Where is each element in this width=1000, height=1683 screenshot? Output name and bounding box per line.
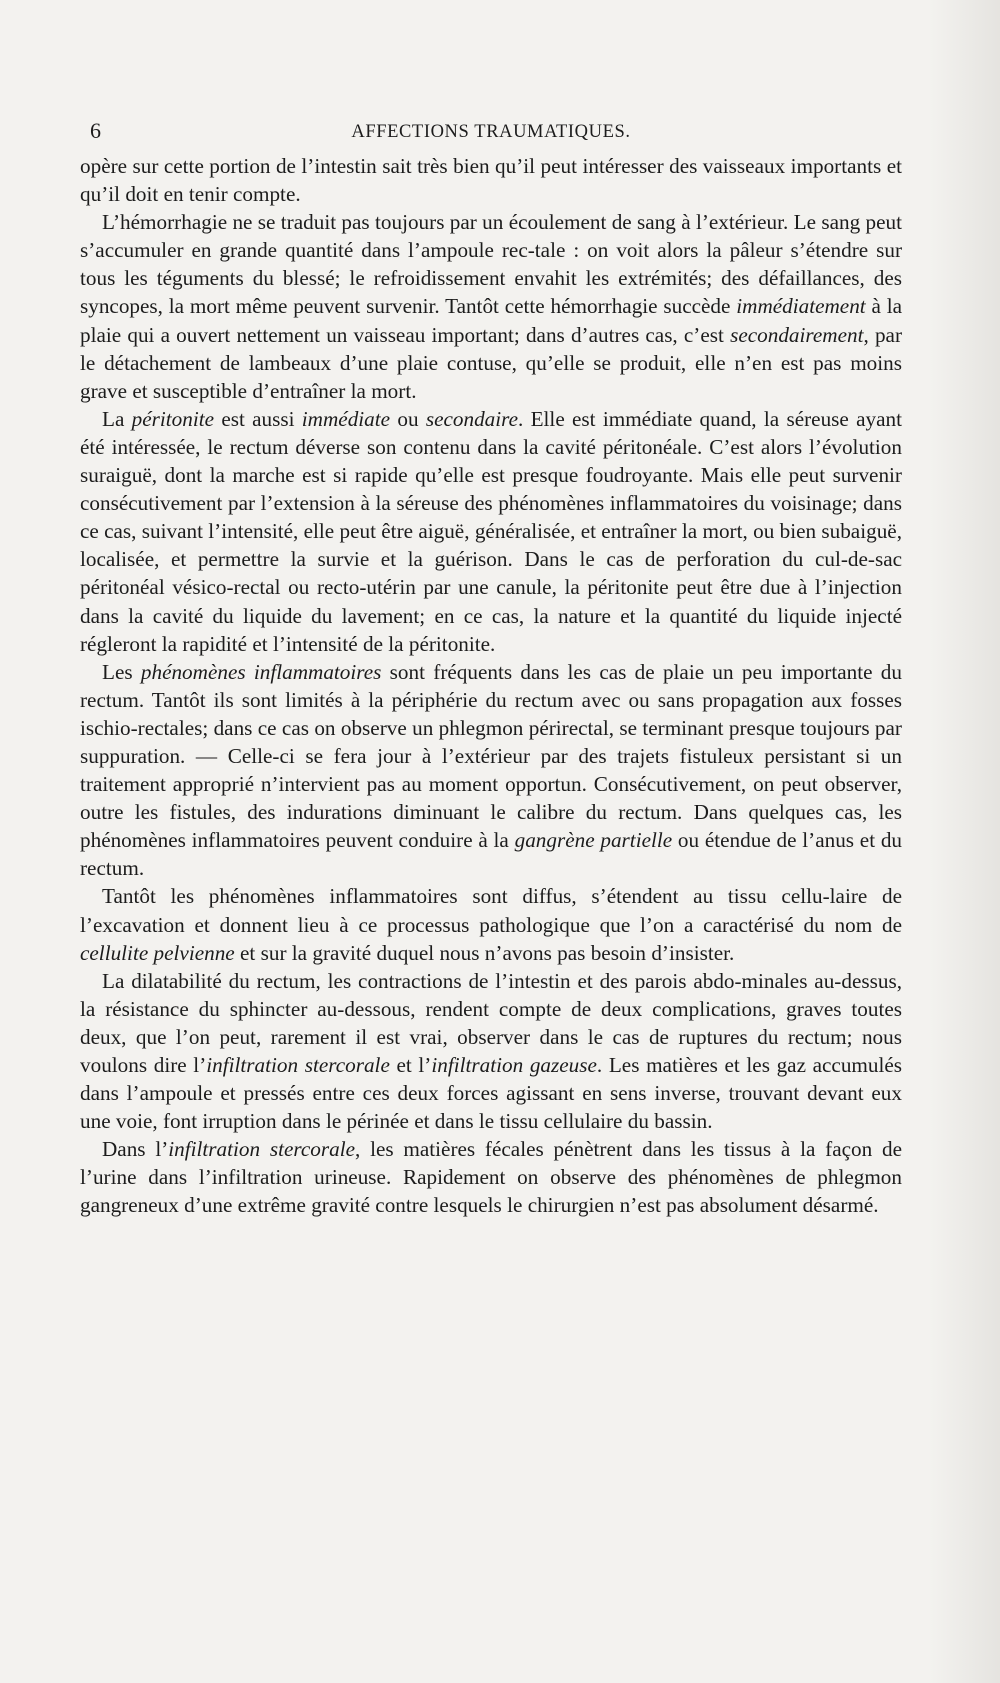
text-run: ou [390,406,426,431]
italic-term: immédiatement [736,294,866,319]
text-run: , les matières fécales pénètrent dans les tissus à la façon de l’urine dans l’infiltration urineuse. Rapidement on observe des phénomènes de phlegmon gangreneux d’une extrême gravité contre lesquels le chirurgien n’est pas absolument désarmé. [80,1137,902,1218]
page-header [80,118,902,148]
text-run: . Les matières et les gaz accumulés dans l’ampoule et pressés entre ces deux forces agissant en sens inverse, trouvant devant eux une voie, font irruption dans le périnée et dans le tissu cellulaire du bassin. [80,1053,903,1134]
page-number: 6 [90,118,101,143]
italic-term: phénomènes inflammatoires [140,659,382,684]
italic-term: immédiate [301,406,391,431]
paragraph [80,658,902,883]
text-run: Les [102,659,141,684]
paragraph [80,152,902,208]
italic-term: secondairement [730,322,864,347]
italic-term: infiltration stercorale [168,1137,355,1162]
text-run: est aussi [214,406,302,431]
running-title: AFFECTIONS TRAUMATIQUES. [351,122,631,142]
text-run: et sur la gravité duquel nous n’avons pas besoin d’insister. [234,940,735,965]
text-run: . Elle est immédiate quand, la séreuse ayant été intéressée, le rectum déverse son contenu dans la cavité péritonéale. C’est alors l’évolution suraiguë, dont la marche est si rapide qu’elle est presque foudroyante. Mais elle peut survenir consécutivement par l’extension à la séreuse des phénomènes inflammatoires du voisinage; dans ce cas, suivant l’intensité, elle peut être aiguë, généralisée, et entraîner la mort, ou bien subaiguë, localisée, et permettre la survie et la guérison. Dans le cas de perforation du cul-de-sac péritonéal vésico-rectal ou recto-utérin par une canule, la péritonite peut être due à l’injection dans la cavité du liquide du lavement; en ce cas, la nature et la quantité du liquide injecté régleront la rapidité et l’intensité de la péritonite. [80,406,902,656]
paragraph [80,208,902,405]
text-run: et l’ [389,1053,432,1077]
italic-term: secondaire [425,406,519,431]
paragraph [80,882,902,966]
paragraph [80,967,902,1136]
text-run: ou étendue de l’anus et du rectum. [80,828,903,881]
text-run: L’hémorrhagie ne se traduit pas toujours par un écoulement de sang à l’extérieur. Le sang peut s’accumuler en grande quantité dans l’ampoule rec-tale : on voit alors la pâleur s’étendre sur tous les téguments du blessé; le refroidissement envahit les extrémités; des défaillances, des syncopes, la mort même peuvent survenir. Tantôt cette hémorrhagie succède [80,210,902,319]
paragraph [80,405,902,658]
italic-term: péritonite [131,406,215,431]
text-run: sont fréquents dans les cas de plaie un peu importante du rectum. Tantôt ils sont limités à la périphérie du rectum avec ou sans propagation aux fosses ischio-rectales; dans ce cas on observe un phlegmon périrectal, se terminant presque toujours par suppuration. — Celle-ci se fera jour à l’extérieur par des trajets fistuleux persistant si un traitement approprié n’intervient pas au moment opportun. Consécutivement, on peut observer, outre les fistules, des indurations diminuant le calibre du rectum. Dans quelques cas, les phénomènes inflammatoires peuvent conduire à la [80,659,902,853]
text-run: , par le détachement de lambeaux d’une plaie contuse, qu’elle se produit, elle n’en est pas moins grave et susceptible d’entraîner la mort. [80,322,902,403]
text-run: La dilatabilité du rectum, les contractions de l’intestin et des parois abdo-minales au-dessus, la résistance du sphincter au-dessous, rendent compte de deux complications, graves toutes deux, que l’on peut, rarement il est vrai, observer dans le cas de ruptures du rectum; nous voulons dire l’ [80,968,902,1077]
italic-term: infiltration stercorale [206,1053,390,1077]
italic-term: infiltration gazeuse [431,1053,597,1077]
text-run: La [102,406,132,431]
italic-term: cellulite pelvienne [80,940,235,965]
italic-term: gangrène partielle [514,828,673,853]
page-edge-shadow [930,0,1000,1683]
text-run: opère sur cette portion de l’intestin sait très bien qu’il peut intéresser des vaisseaux importants et qu’il doit en tenir compte. [80,154,902,207]
text-run: Dans l’ [102,1137,169,1162]
paragraph [80,1135,902,1219]
text-run: Tantôt les phénomènes inflammatoires sont diffus, s’étendent au tissu cellu-laire de l’excavation et donnent lieu à ce processus pathologique que l’on a caractérisé du nom de [80,884,902,937]
body-text [80,152,902,1220]
text-run: à la plaie qui a ouvert nettement un vaisseau important; dans d’autres cas, c’est [80,294,903,347]
